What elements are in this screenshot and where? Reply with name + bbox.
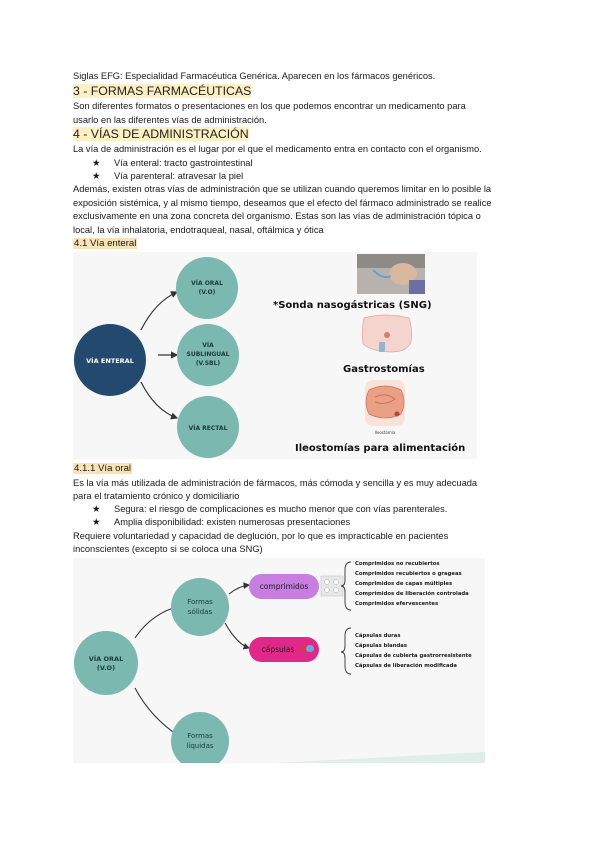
formas-solidas-node <box>171 578 229 636</box>
gastrostomy-illustration <box>362 315 411 352</box>
section-4-para: La vía de administración es el lugar por el que el medicamento entra en contacto con el organismo. <box>73 144 482 154</box>
section-4-p2-line-1: Además, existen otras vías de administración que se utilizan cuando queremos limitar en lo posible la <box>73 184 492 194</box>
comprimido-type: Comprimidos no recubiertos <box>355 561 440 567</box>
section-4-heading <box>73 127 249 141</box>
gastrostomy-label: Gastrostomías <box>343 364 425 375</box>
capsula-type: Cápsulas de liberación modificada <box>355 663 457 669</box>
capsulas-brace <box>341 628 351 674</box>
comprimido-type: Comprimidos de capas múltiples <box>355 581 453 587</box>
enteral-diagram-svg <box>73 252 477 459</box>
arrow-to-oral <box>141 292 177 330</box>
oral-diagram-svg <box>73 558 485 763</box>
section-3-para-line-1: Son diferentes formatos o presentaciones en los que podemos encontrar un medicamento para <box>73 101 466 111</box>
section-4-bullet: ★ Vía enteral: tracto gastrointestinal <box>92 157 253 171</box>
via-oral-root-label: VÍA ORAL <box>88 655 124 663</box>
sng-label: *Sonda nasogástricas (SNG) <box>273 300 432 311</box>
star-bullet-icon: ★ <box>92 171 101 181</box>
section-4-1-title: 4.1 Vía enteral <box>74 238 137 249</box>
section-4-p2-line-4: local, la vía inhalatoria, endotraqueal, nasal, oftálmica y ótica <box>73 225 324 235</box>
section-3-para-line-2: usarlo en las diferentes vías de administración. <box>73 115 267 125</box>
ileostomy-caption: Ileostomía <box>374 430 396 435</box>
capsulas-label: cápsulas <box>261 645 295 654</box>
section-4-1-1-p1-line-2: para el tratamiento crónico y domiciliario <box>73 491 240 501</box>
section-4-title: 4 - VÍAS DE ADMINISTRACIÓN <box>73 127 249 141</box>
section-4-bullet: ★ Vía parenteral: atravesar la piel <box>92 170 243 184</box>
comprimido-type: Comprimidos recubiertos o grageas <box>355 571 462 577</box>
decorative-strip <box>273 752 485 763</box>
comprimido-type: Comprimidos de liberación controlada <box>355 591 469 597</box>
star-bullet-icon: ★ <box>92 517 101 527</box>
capsula-type: Cápsulas blandas <box>355 643 408 649</box>
arrow-to-rectal <box>141 382 177 418</box>
oral-diagram <box>73 558 485 763</box>
comprimido-type: Comprimidos efervescentes <box>355 601 439 607</box>
section-4-1-1-bullet: ★ Amplia disponibilidad: existen numerosas presentaciones <box>92 516 350 530</box>
formas-solidas-label-2: sólidas <box>187 608 213 616</box>
section-4-p2-line-3: exclusivamente en una zona concreta del organismo. Estas son las vías de administración tópica o <box>73 211 481 221</box>
arrow-to-liquid <box>135 688 179 736</box>
intro-line: Siglas EFG: Especialidad Farmacéutica Genérica. Aparecen en los fármacos genéricos. <box>73 71 436 81</box>
via-oral-abbr: (V.O) <box>198 289 216 296</box>
comprimidos-label: comprimidos <box>259 582 309 591</box>
section-4-p2-line-2: exposición sistémica, y al mismo tiempo, deseamos que el efecto del fármaco administrado se realice <box>73 198 492 208</box>
via-rectal-label: VÍA RECTAL <box>188 425 228 432</box>
arrow-to-capsulas <box>225 623 249 648</box>
ileostomy-label: Ileostomías para alimentación <box>295 443 466 454</box>
section-4-1-1-bullet: ★ Segura: el riesgo de complicaciones es mucho menor que con vías parenterales. <box>92 503 447 517</box>
via-sublingual-abbr: (V.SBL) <box>195 360 221 367</box>
tablet-icon <box>321 576 343 596</box>
via-sublingual-label-1: VÍA <box>202 342 214 349</box>
comprimidos-brace <box>341 562 351 610</box>
capsula-type: Cápsulas de cubierta gastrorresistente <box>355 653 472 659</box>
sng-photo <box>357 254 425 294</box>
section-4-1-1-p2-line-1: Requiere voluntariedad y capacidad de deglución, por lo que es impracticable en pacientes <box>73 531 449 541</box>
formas-liquidas-label-2: líquidas <box>186 742 214 750</box>
formas-liquidas-label-1: Formas <box>187 732 213 740</box>
star-bullet-icon: ★ <box>92 158 101 168</box>
section-4-1-1-p2-line-2: inconscientes (excepto si se coloca una SNG) <box>73 544 263 554</box>
capsula-type: Cápsulas duras <box>355 633 401 639</box>
section-4-1-1-p1-line-1: Es la vía más utilizada de administración de fármacos, más cómoda y sencilla y es muy adecuada <box>73 478 478 488</box>
section-3-title: 3 - FORMAS FARMACÉUTICAS <box>73 84 252 98</box>
enteral-diagram <box>73 252 477 459</box>
ileostomy-illustration <box>365 380 405 426</box>
via-oral-root-node <box>74 631 138 695</box>
via-sublingual-label-2: SUBLINGUAL <box>186 351 230 358</box>
arrow-to-comprimidos <box>229 585 249 594</box>
via-enteral-label: VÍA ENTERAL <box>86 357 134 365</box>
section-4-1-1-title: 4.1.1 Vía oral <box>74 463 132 474</box>
star-bullet-icon: ★ <box>92 504 101 514</box>
section-3-heading <box>73 84 251 98</box>
via-oral-node <box>176 257 238 319</box>
via-oral-root-abbr: (V.O) <box>96 664 116 672</box>
capsule-icon <box>301 645 314 652</box>
formas-solidas-label-1: Formas <box>187 598 213 606</box>
via-oral-label: VÍA ORAL <box>191 280 223 287</box>
